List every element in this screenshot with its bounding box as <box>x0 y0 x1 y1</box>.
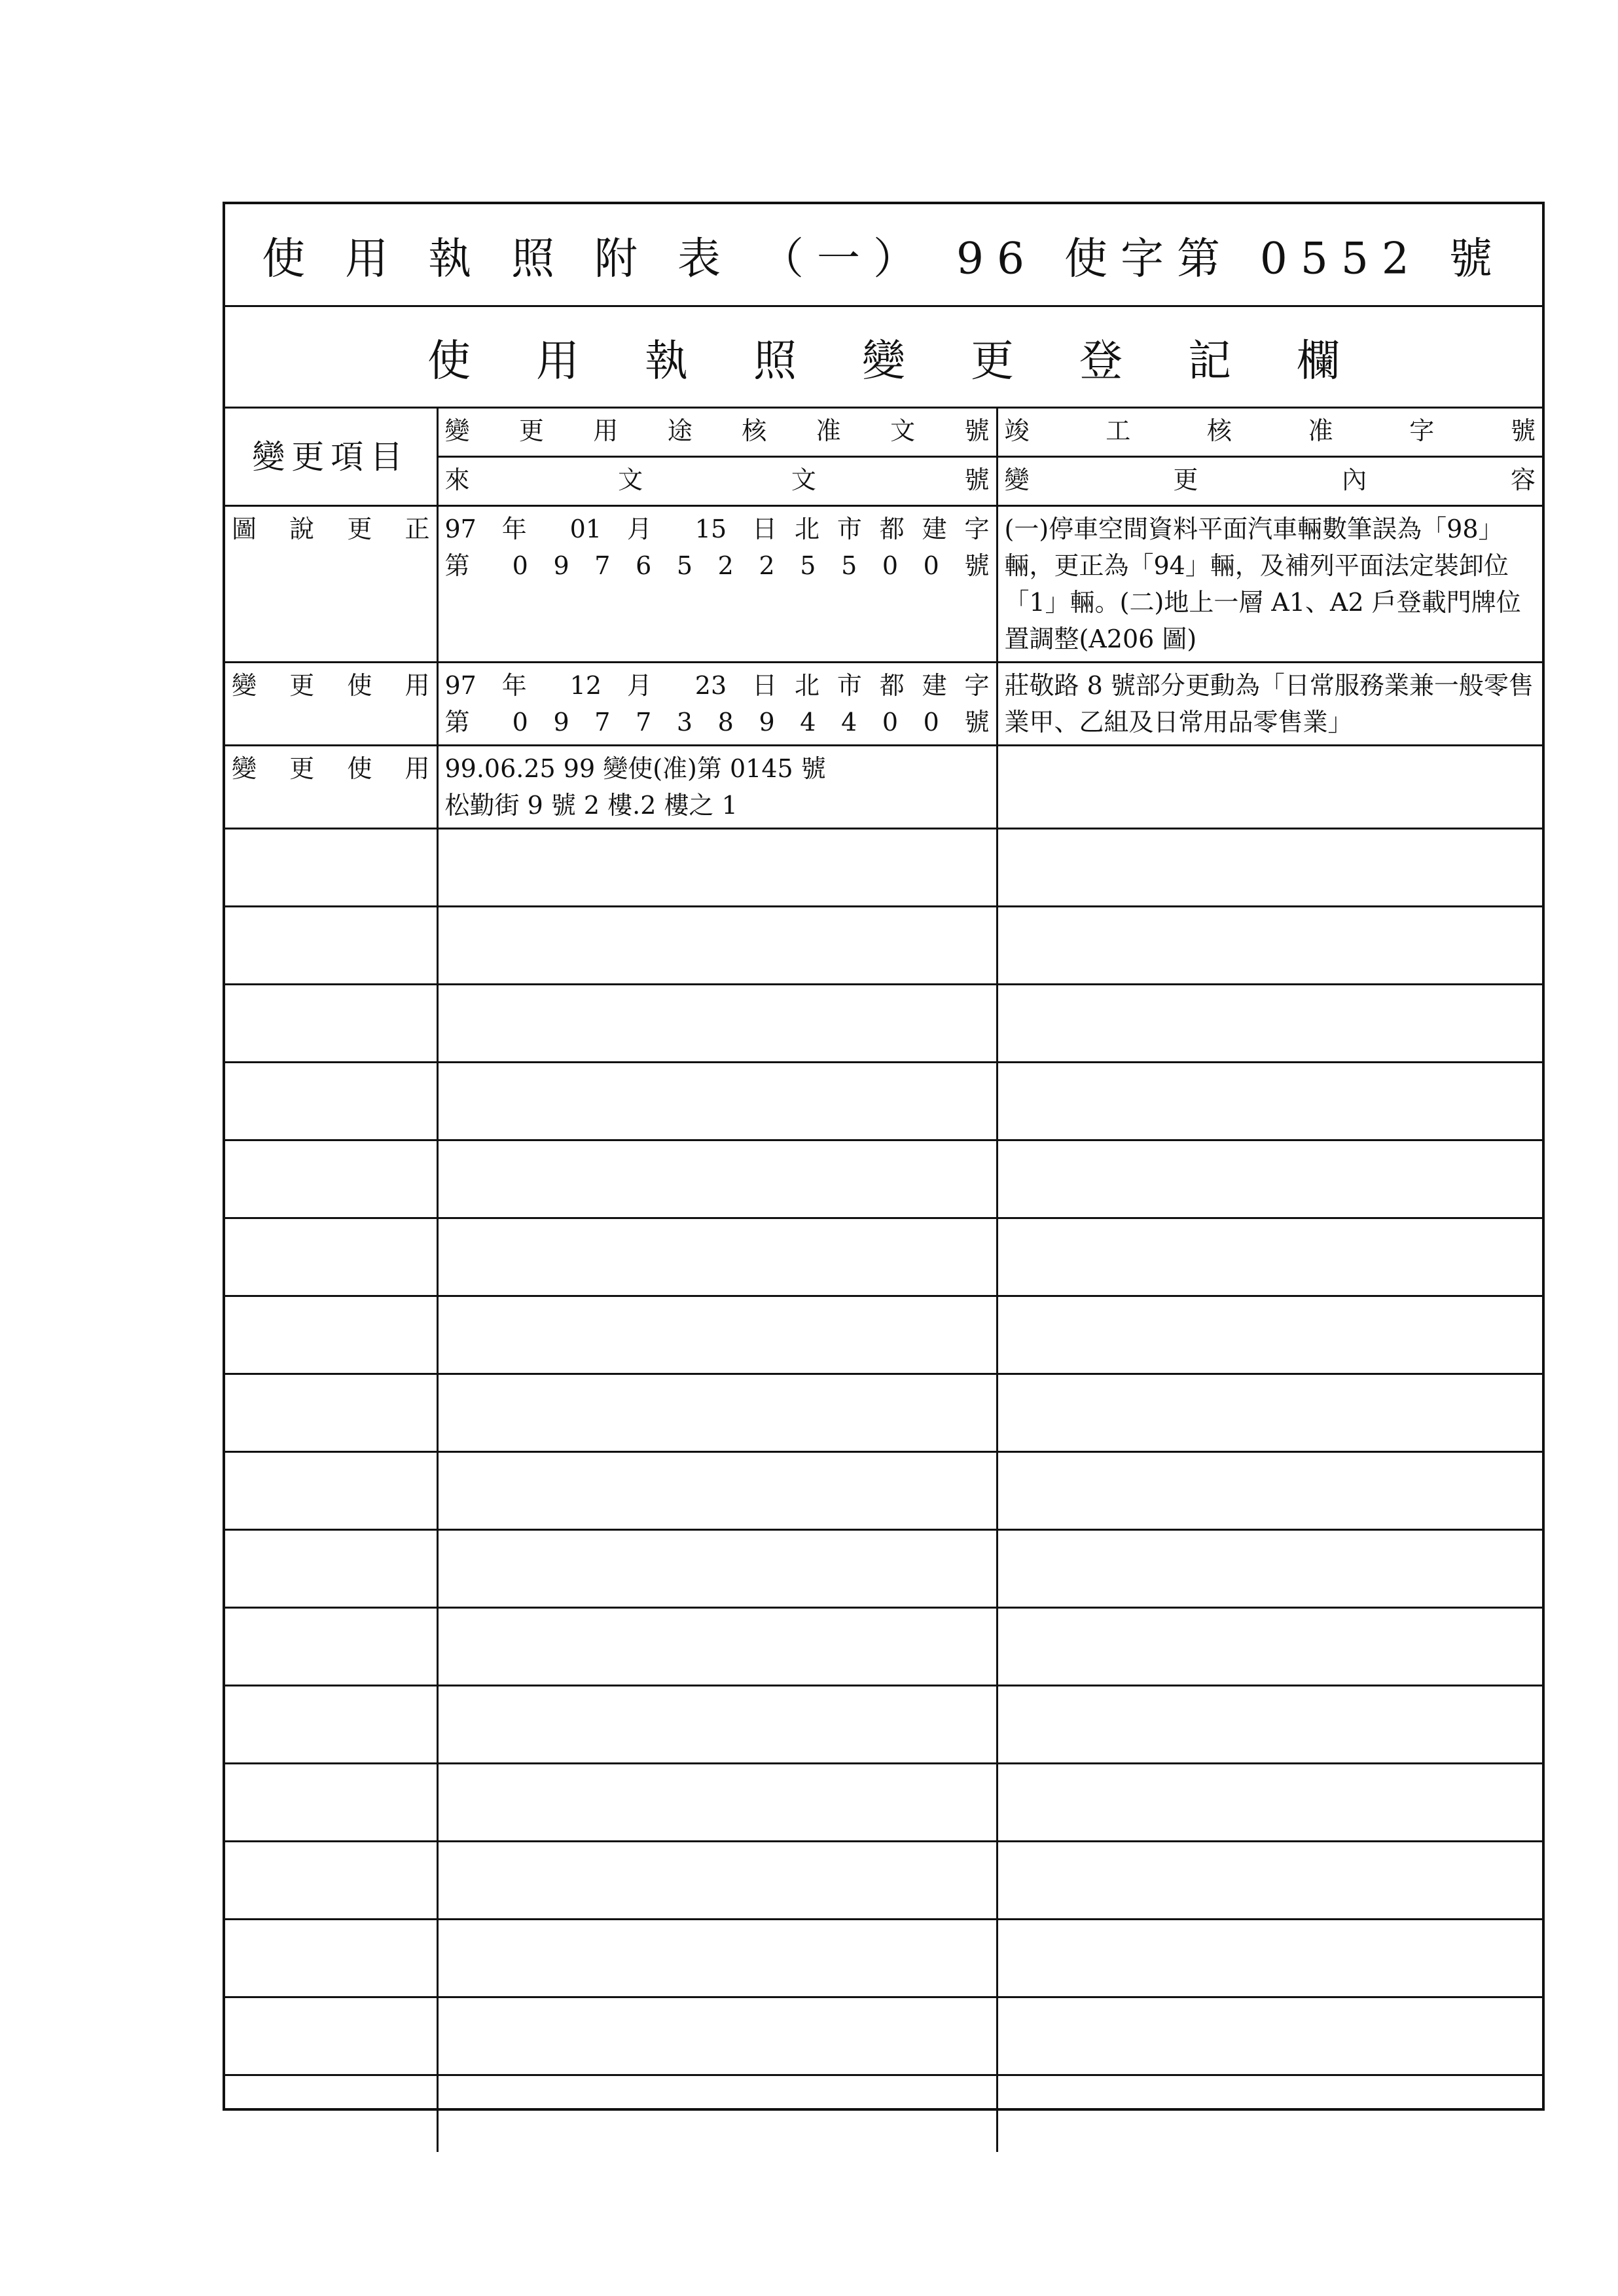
row-document: 99.06.25 99 變使(准)第 0145 號 松勤街 9 號 2 樓.2 樓之 1 <box>437 746 997 829</box>
header-row-top <box>225 409 1542 457</box>
empty-row <box>225 1920 1542 1997</box>
empty-row <box>225 1296 1542 1374</box>
title-band <box>225 204 1542 307</box>
header-incoming-doc-no: 來 文 文 號 <box>437 457 997 506</box>
row-item: 變 更 使 用 <box>225 663 437 746</box>
empty-row <box>225 1997 1542 2075</box>
row-item: 圖 說 更 正 <box>225 506 437 663</box>
empty-row <box>225 1218 1542 1296</box>
row-document: 97 年 12 月 23 日北市都建字 第 0 9 7 7 3 8 9 4 4 0 0 號 <box>437 663 997 746</box>
empty-row <box>225 1608 1542 1686</box>
table-row <box>225 663 1542 746</box>
form-subtitle: 使用執照變更登記欄 <box>427 335 1405 386</box>
subtitle-band <box>225 307 1542 409</box>
empty-row <box>225 985 1542 1063</box>
empty-row <box>225 829 1542 907</box>
row-content <box>997 746 1542 829</box>
empty-row <box>225 2075 1542 2153</box>
header-completion-no: 竣 工 核 准 字 號 <box>997 409 1542 457</box>
registration-form <box>223 202 1545 2111</box>
header-change-content: 變 更 內 容 <box>997 457 1542 506</box>
empty-row <box>225 1842 1542 1920</box>
row-document: 97 年 01 月 15 日北市都建字 第 0 9 7 6 5 2 2 5 5 0 0 號 <box>437 506 997 663</box>
change-registration-table <box>225 409 1542 2152</box>
row-content: 莊敬路 8 號部分更動為「日常服務業兼一般零售業甲、乙組及日常用品零售業」 <box>997 663 1542 746</box>
table-row <box>225 746 1542 829</box>
empty-row <box>225 1374 1542 1452</box>
empty-row <box>225 907 1542 985</box>
row-content: (一)停車空間資料平面汽車輛數筆誤為「98」輛，更正為「94」輛，及補列平面法定裝卸位「1」輛。(二)地上一層 A1、A2 戶登載門牌位置調整(A206 圖) <box>997 506 1542 663</box>
form-title: 使 用 執 照 附 表 （一） 96 使字第 0552 號 <box>262 233 1505 284</box>
header-approval-doc-no: 變 更 用 途 核 准 文 號 <box>437 409 997 457</box>
empty-row <box>225 1764 1542 1842</box>
row-item: 變 更 使 用 <box>225 746 437 829</box>
empty-row <box>225 1686 1542 1764</box>
header-change-item: 變更項目 <box>225 409 437 506</box>
empty-row <box>225 1063 1542 1140</box>
table-row <box>225 506 1542 663</box>
empty-row <box>225 1140 1542 1218</box>
empty-row <box>225 1530 1542 1608</box>
empty-row <box>225 1452 1542 1530</box>
